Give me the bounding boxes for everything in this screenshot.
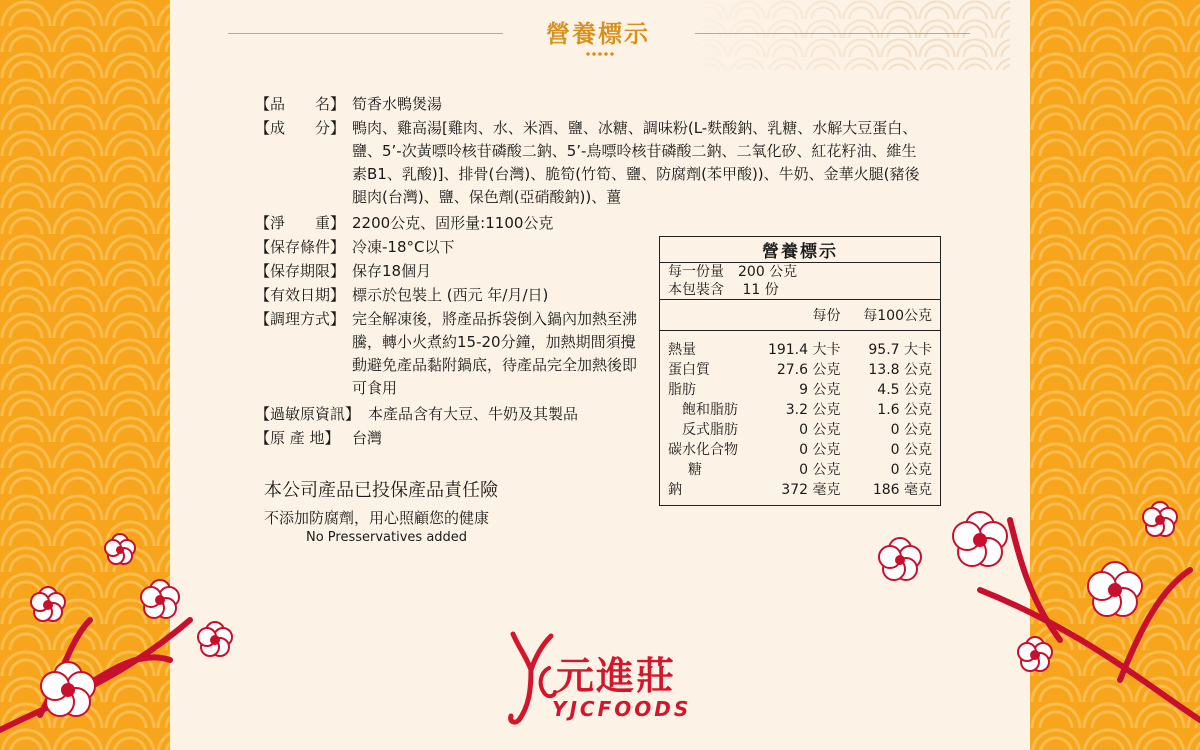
info-row-ingredients xyxy=(255,118,935,209)
per-serving-value: 3.2 公克 xyxy=(785,402,841,418)
col-per-100g: 每100公克 xyxy=(863,308,932,324)
nutrient-name: 鈉 xyxy=(668,482,682,498)
per-serving-value: 0 公克 xyxy=(799,442,841,458)
info-label: 【品 名】 xyxy=(255,95,346,113)
title-rule-right xyxy=(695,33,970,34)
per-serving-value: 9 公克 xyxy=(799,382,841,398)
col-per-serving: 每份 xyxy=(812,308,841,324)
brand-name-en: YJCFOODS xyxy=(552,697,692,721)
info-label: 【成 分】 xyxy=(255,119,346,137)
info-value: 2200公克、固形量:1100公克 xyxy=(352,214,554,232)
per-100g-value: 4.5 公克 xyxy=(877,382,932,398)
info-value: 保存18個月 xyxy=(352,262,432,280)
no-preservative-note-en: No Presservatives added xyxy=(306,530,468,545)
nutrition-row xyxy=(660,379,941,399)
per-serving-value: 372 毫克 xyxy=(781,482,841,498)
nutrition-facts-table xyxy=(659,236,941,506)
nutrition-header-row xyxy=(660,300,941,331)
cherry-blossom-left-decoration xyxy=(0,530,300,750)
info-value: 台灣 xyxy=(352,429,383,447)
per-100g-value: 0 公克 xyxy=(890,422,932,438)
info-label: 【原 產 地】 xyxy=(255,429,340,447)
nutrition-row xyxy=(660,399,941,419)
per-serving-value: 191.4 大卡 xyxy=(767,342,841,358)
info-label: 【調理方式】 xyxy=(255,310,346,328)
info-label: 【過敏原資訊】 xyxy=(255,405,361,423)
nutrient-name: 碳水化合物 xyxy=(668,442,738,458)
title-rule-left xyxy=(228,33,503,34)
brand-name-cn: 元進莊 xyxy=(556,653,677,698)
per-100g-value: 186 毫克 xyxy=(872,482,932,498)
info-label: 【保存條件】 xyxy=(255,238,346,256)
per-serving-value: 0 公克 xyxy=(799,422,841,438)
nutrient-name: 熱量 xyxy=(668,342,696,358)
nutrition-table-title: 營養標示 xyxy=(660,237,941,263)
cherry-blossom-right-decoration xyxy=(860,480,1200,750)
info-row-name xyxy=(255,94,655,114)
brand-logo-mark xyxy=(505,628,557,728)
nutrient-name: 脂肪 xyxy=(668,382,696,398)
servings-per-pack: 本包裝含 11 份 xyxy=(668,282,779,298)
info-value: 本產品含有大豆、牛奶及其製品 xyxy=(368,405,579,423)
nutrient-name: 飽和脂肪 xyxy=(682,402,738,418)
per-100g-value: 1.6 公克 xyxy=(877,402,932,418)
header-wave-pattern xyxy=(690,0,1010,70)
per-100g-value: 0 公克 xyxy=(890,442,932,458)
no-preservative-note: 不添加防腐劑，用心照顧您的健康 xyxy=(264,509,490,527)
serving-info xyxy=(660,263,941,300)
info-value: 完全解凍後，將產品拆袋倒入鍋內加熱至沸騰，轉小火煮約15-20分鐘，加熱期間須攪動避免產品黏附鍋底，待產品完全加熱後即可食用 xyxy=(352,310,638,397)
info-label: 【淨 重】 xyxy=(255,214,346,232)
nutrient-name: 反式脂肪 xyxy=(682,422,738,438)
nutrition-row xyxy=(660,331,941,360)
nutrition-row xyxy=(660,359,941,379)
info-label: 【有效日期】 xyxy=(255,286,346,304)
nutrition-row xyxy=(660,439,941,459)
nutrient-name: 糖 xyxy=(688,462,702,478)
nutrition-row xyxy=(660,419,941,439)
per-100g-value: 95.7 大卡 xyxy=(868,342,932,358)
nutrient-name: 蛋白質 xyxy=(668,362,710,378)
page-title: 營養標示 xyxy=(546,19,650,48)
info-value: 冷凍-18°C以下 xyxy=(352,238,455,256)
per-100g-value: 0 公克 xyxy=(890,462,932,478)
per-serving-value: 27.6 公克 xyxy=(776,362,841,378)
nutrition-row xyxy=(660,459,941,479)
insurance-note: 本公司產品已投保產品責任險 xyxy=(264,480,498,501)
title-dots-decoration xyxy=(585,52,615,56)
info-row-weight xyxy=(255,213,935,233)
per-100g-value: 13.8 公克 xyxy=(868,362,932,378)
info-value: 標示於包裝上 (西元 年/月/日) xyxy=(352,286,549,304)
per-serving-value: 0 公克 xyxy=(799,462,841,478)
info-label: 【保存期限】 xyxy=(255,262,346,280)
info-value: 鴨肉、雞高湯[雞肉、水、米酒、鹽、冰糖、調味粉(L-麩酸鈉、乳糖、水解大豆蛋白、鹽、5’-次黃嘌呤核苷磷酸二鈉、5’-鳥嘌呤核苷磷酸二鈉、二氧化矽、紅花籽油、維生素B1、乳酸)]、排骨(台灣)、脆筍(竹筍、鹽、防腐劑(苯甲酸))、牛奶、金華火腿(豬後腿肉(台灣)、鹽、保色劑(亞硝酸鈉))、薑 xyxy=(352,119,920,206)
info-value: 筍香水鴨煲湯 xyxy=(352,95,443,113)
serving-size: 每一份量 200 公克 xyxy=(668,264,798,280)
